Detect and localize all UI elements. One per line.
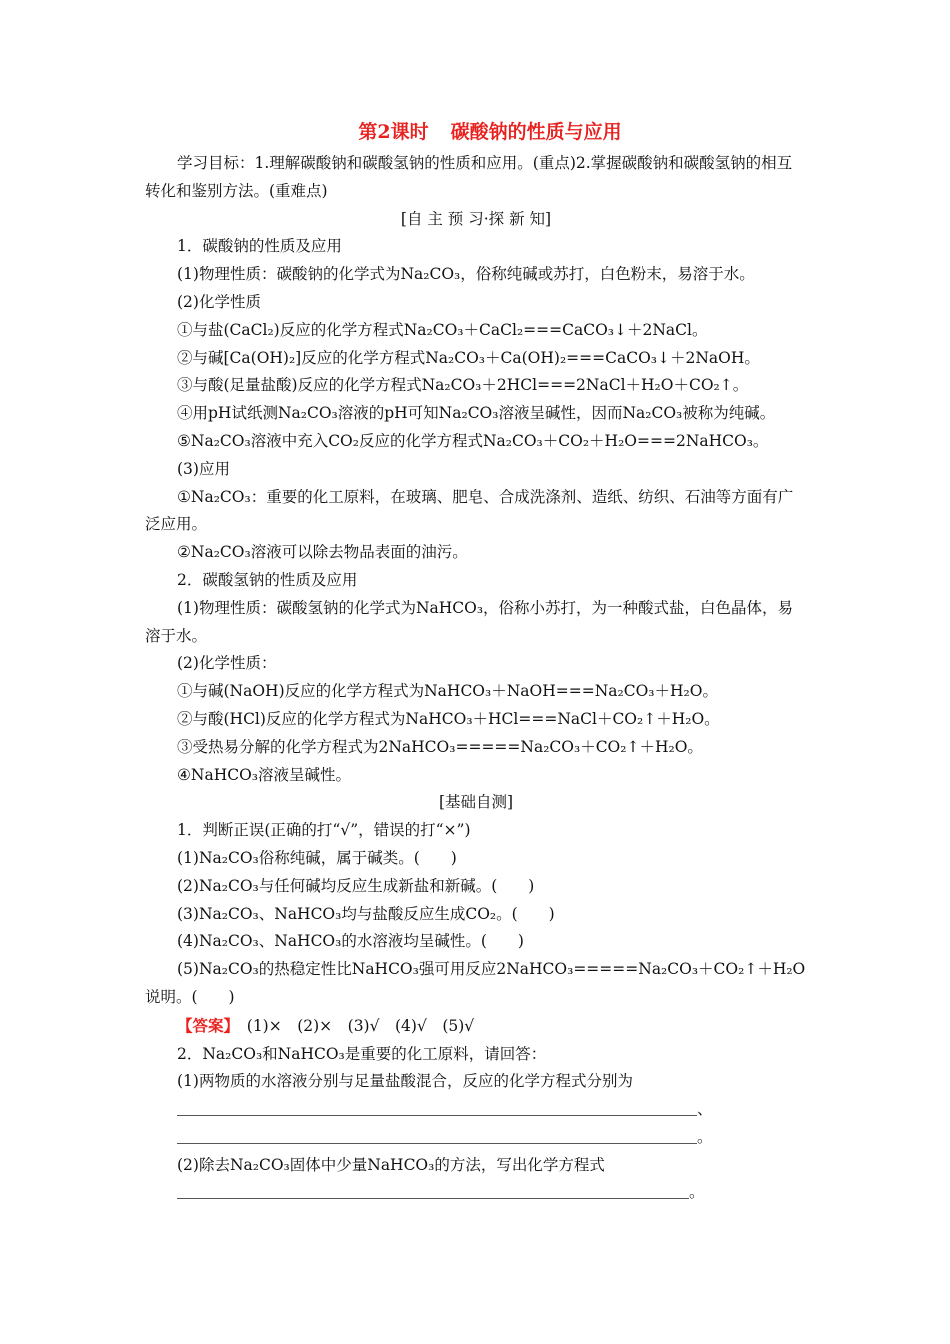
lesson-number: 第2课时 [358, 121, 429, 143]
question-1-item: (3)Na₂CO₃、NaHCO₃均与盐酸反应生成CO₂。( ) [177, 904, 555, 923]
na2co3-use-2: ②Na₂CO₃溶液可以除去物品表面的油污。 [177, 543, 468, 562]
nahco3-heading: 2．碳酸氢钠的性质及应用 [177, 570, 358, 589]
nahco3-chem-3: ③受热易分解的化学方程式为2NaHCO₃=====Na₂CO₃＋CO₂↑＋H₂O。 [177, 737, 703, 756]
na2co3-chem-5: ⑤Na₂CO₃溶液中充入CO₂反应的化学方程式Na₂CO₃＋CO₂＋H₂O===2NaHCO₃。 [177, 431, 769, 450]
question-1-item: (4)Na₂CO₃、NaHCO₃的水溶液均呈碱性。( ) [177, 932, 524, 951]
question-1-item: (5)Na₂CO₃的热稳定性比NaHCO₃强可用反应2NaHCO₃=====Na₂CO₃＋CO₂↑＋H₂O说明。( ) [145, 960, 806, 1006]
section-header-preview: [自 主 预 习·探 新 知] [400, 209, 552, 228]
na2co3-chem-4: ④用pH试纸测Na₂CO₃溶液的pH可知Na₂CO₃溶液呈碱性，因而Na₂CO₃被称为纯碱。 [177, 404, 776, 423]
na2co3-chem-2: ②与碱[Ca(OH)₂]反应的化学方程式Na₂CO₃＋Ca(OH)₂===CaCO₃↓＋2NaOH。 [177, 348, 760, 367]
question-2-part-1: (1)两物质的水溶液分别与足量盐酸混合，反应的化学方程式分别为 [177, 1072, 633, 1091]
nahco3-chemical-heading: (2)化学性质： [177, 654, 277, 673]
answer-blank-row [145, 1179, 807, 1207]
answer-label: 【答案】 [177, 1015, 232, 1035]
na2co3-heading: 1．碳酸钠的性质及应用 [177, 237, 342, 256]
answer-blank-line[interactable] [177, 1127, 697, 1144]
question-1-item: (2)Na₂CO₃与任何碱均反应生成新盐和新碱。( ) [177, 876, 535, 895]
na2co3-physical: (1)物理性质：碳酸钠的化学式为Na₂CO₃，俗称纯碱或苏打，白色粉末，易溶于水。 [177, 265, 755, 284]
lesson-topic: 碳酸钠的性质与应用 [450, 121, 622, 143]
answer-blank-row [145, 1124, 807, 1152]
blank-separator: 、 [697, 1100, 713, 1119]
nahco3-chem-4: ④NaHCO₃溶液呈碱性。 [177, 765, 351, 784]
blank-end: 。 [689, 1183, 705, 1202]
answer-text: (1)× (2)× (3)√ (4)√ (5)√ [231, 1016, 475, 1035]
na2co3-chem-1: ①与盐(CaCl₂)反应的化学方程式Na₂CO₃＋CaCl₂===CaCO₃↓＋2NaCl。 [177, 320, 708, 339]
section-header-test: [基础自测] [438, 793, 514, 812]
na2co3-use-1: ①Na₂CO₃：重要的化工原料，在玻璃、肥皂、合成洗涤剂、造纸、纺织、石油等方面有广泛应用。 [145, 487, 794, 534]
nahco3-physical: (1)物理性质：碳酸氢钠的化学式为NaHCO₃，俗称小苏打，为一种酸式盐，白色晶体，易溶于水。 [145, 598, 794, 645]
question-2-stem: 2．Na₂CO₃和NaHCO₃是重要的化工原料，请回答： [177, 1044, 547, 1063]
page-title [173, 118, 807, 146]
answer-blank-line[interactable] [177, 1099, 697, 1116]
nahco3-chem-1: ①与碱(NaOH)反应的化学方程式为NaHCO₃＋NaOH===Na₂CO₃＋H₂O。 [177, 682, 718, 701]
question-1-stem: 1．判断正误(正确的打“√”，错误的打“×”) [177, 821, 471, 840]
document-page [145, 118, 807, 1207]
na2co3-chemical-heading: (2)化学性质 [177, 292, 261, 311]
answer-blank-line[interactable] [177, 1182, 689, 1199]
blank-end: 。 [697, 1127, 713, 1146]
learning-objectives: 学习目标：1.理解碳酸钠和碳酸氢钠的性质和应用。(重点)2.掌握碳酸钠和碳酸氢钠的相互转化和鉴别方法。(重难点) [145, 154, 793, 200]
nahco3-chem-2: ②与酸(HCl)反应的化学方程式为NaHCO₃＋HCl===NaCl＋CO₂↑＋H₂O。 [177, 709, 720, 728]
na2co3-chem-3: ③与酸(足量盐酸)反应的化学方程式Na₂CO₃＋2HCl===2NaCl＋H₂O＋CO₂↑。 [177, 376, 749, 395]
answer-blank-row [145, 1096, 807, 1124]
question-1-item: (1)Na₂CO₃俗称纯碱，属于碱类。( ) [177, 848, 457, 867]
na2co3-use-heading: (3)应用 [177, 459, 230, 478]
answer-row [145, 1012, 807, 1041]
question-2-part-2: (2)除去Na₂CO₃固体中少量NaHCO₃的方法，写出化学方程式 [177, 1155, 605, 1174]
